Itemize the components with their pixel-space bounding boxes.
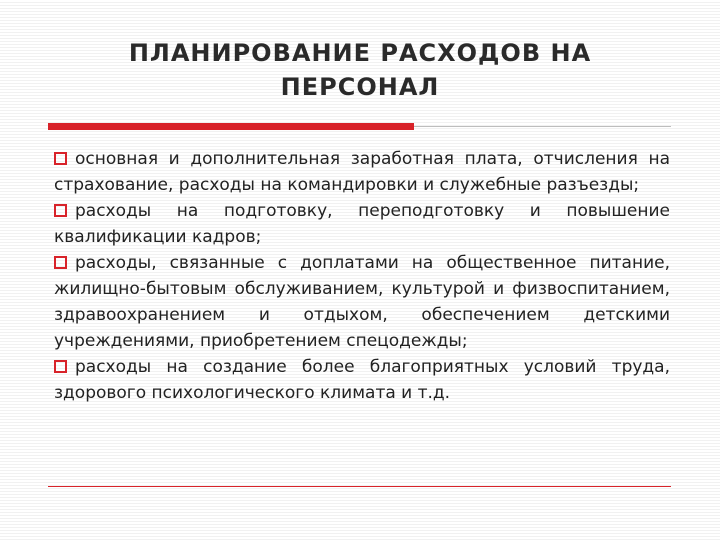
slide-title-line-2: ПЕРСОНАЛ <box>280 73 440 101</box>
list-item <box>54 354 670 406</box>
square-bullet-icon <box>54 152 67 165</box>
square-bullet-icon <box>54 256 67 269</box>
list-item-text: основная и дополнительная заработная плата, отчисления на страхование, расходы на командировки и служебные разъезды; <box>54 149 670 195</box>
square-bullet-icon <box>54 360 67 373</box>
list-item-text: расходы на создание более благоприятных условий труда, здорового психологического климата и т.д. <box>54 357 670 403</box>
accent-bar <box>48 123 414 130</box>
list-item <box>54 198 670 250</box>
list-item-text: расходы на подготовку, переподготовку и повышение квалификации кадров; <box>54 201 670 247</box>
square-bullet-icon <box>54 204 67 217</box>
bottom-divider <box>48 486 671 487</box>
list-item <box>54 146 670 198</box>
list-item-text: расходы, связанные с доплатами на общественное питание, жилищно-бытовым обслуживанием, культурой и физвоспитанием, здравоохранением и отдыхом, обеспечением детскими учреждениями, приобретением спецодежды; <box>54 253 670 351</box>
slide-title-line-1: ПЛАНИРОВАНИЕ РАСХОДОВ НА <box>128 39 592 67</box>
slide-title <box>60 36 660 104</box>
list-item <box>54 250 670 354</box>
bullet-list <box>54 146 670 406</box>
